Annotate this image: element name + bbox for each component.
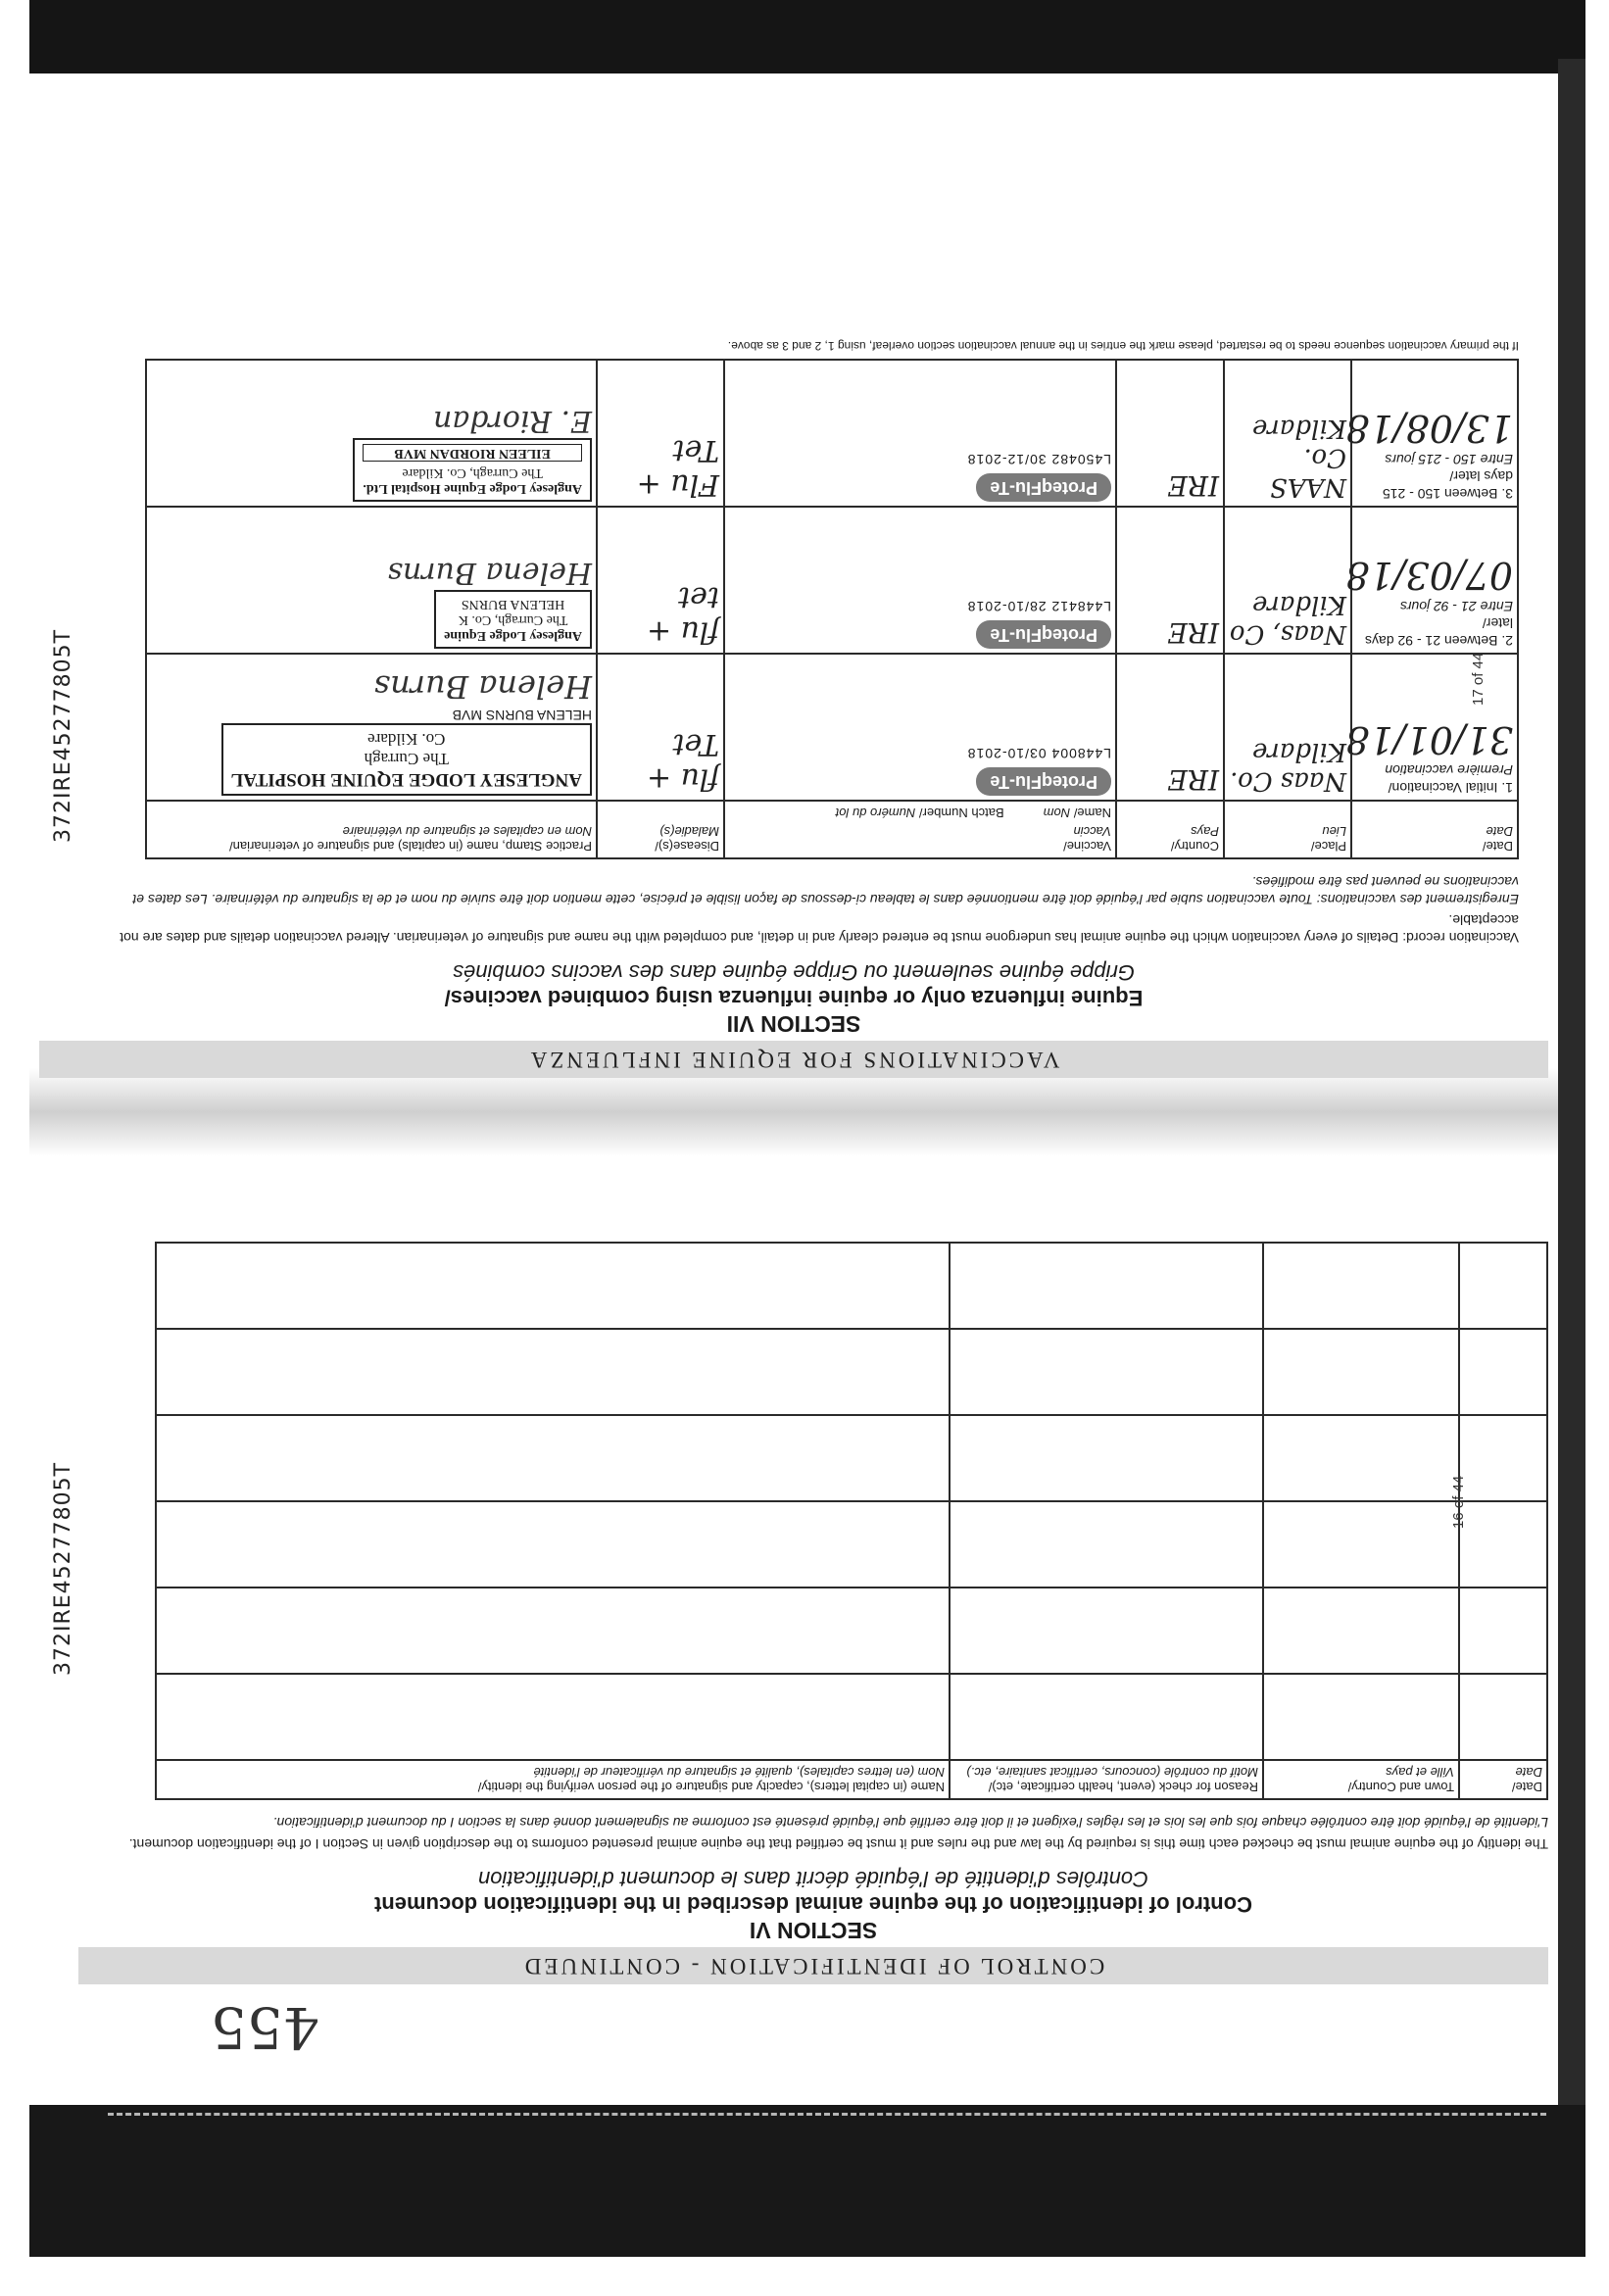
row-interval: 3. Between 150 - 215 days later/ [1382,468,1513,502]
stamp-line-1: Anglesey Lodge Equine Hospital Ltd. [363,481,582,496]
row-interval-fr: Entre 150 - 215 jours [1385,452,1513,467]
vaccination-row [146,654,1518,801]
row-country: IRE [1167,616,1219,649]
vet-signature: Helena Burns [387,556,592,590]
row-interval: 1. Initial Vaccination/ [1388,780,1513,796]
lower-section-subtitle: Control of identification of the equine animal described in the identification document [374,1892,1252,1917]
upper-section-title: SECTION VII [726,1011,861,1037]
vaccination-table [145,359,1519,859]
page-number-upper: 17 of 44 [1470,652,1487,706]
row-disease: flu + tet [646,580,719,649]
header-town: Town and Country/ [1347,1780,1454,1794]
header-name: Name/ [1073,806,1111,820]
serial-number-upper: 372IRE45277805T [51,628,75,843]
header-country: Country/ [1170,839,1219,854]
row-place: NAAS Co. Kildare [1251,414,1346,502]
stamp-line-1: Anglesey Lodge Equine [444,628,582,643]
identification-row [156,1329,1547,1415]
row-disease: Flu + Tet [636,433,719,502]
header-verifier: Name (in capital letters), capacity and signature of the person verifying the identity/ [477,1780,945,1794]
stamp-line-3: Co. Kildare [367,730,446,749]
row-place: Naas, Co Kildare [1229,590,1346,649]
row-place: Naas Co. Kildare [1230,737,1346,796]
vaccine-label-sticker: ProteqFlu-Te [976,620,1111,649]
vet-name: HELENA BURNS [461,597,565,611]
row-country: IRE [1167,763,1219,796]
stamp-line-1: ANGLESEY LODGE EQUINE HOSPITAL [230,769,582,790]
row-country: IRE [1167,469,1219,502]
scan-dark-border-top [29,0,1585,73]
scan-dark-border-bottom [29,2105,1585,2257]
header-vet-fr: Nom en capitales et signature du vétérinaire [342,824,592,839]
vaccination-header-row [146,801,1518,858]
practice-stamp [353,438,592,502]
vaccination-row [146,507,1518,654]
lower-page-band: CONTROL OF IDENTIFICATION - CONTINUED [78,1947,1548,1984]
binding-stitch [108,2113,1546,2116]
identification-row [156,1243,1547,1329]
lower-instructions: The identity of the equine animal must be checked each time this is required by the law and the rules and it must be certified that the equine animal presented conforms to the description given in Section I of the identification document. [128,1836,1548,1852]
vaccine-label-sticker: ProteqFlu-Te [976,767,1111,796]
upper-section-subtitle: Equine influenza only or equine influenza using combined vaccines/ [444,986,1144,1010]
header-reason: Reason for check (event, health certificate, etc)/ [988,1780,1258,1794]
header-vet: Practice Stamp, name (in capitals) and signature of veterinarian/ [229,839,592,854]
identification-row [156,1674,1547,1760]
header-batch-fr: Numéro du lot [835,806,916,820]
vet-name: EILEEN RIORDAN MVB [363,444,582,462]
identification-row [156,1415,1547,1501]
upper-page [39,235,1548,1078]
vaccine-label-sticker: ProteqFlu-Te [976,473,1111,502]
identification-header-row [156,1760,1547,1799]
upper-page-band: VACCINATIONS FOR EQUINE INFLUENZA [39,1041,1548,1078]
row-disease: flu + Tet [646,727,719,796]
header-batch: Batch Number/ [918,806,1004,820]
book-spine-edge [1558,59,1585,2156]
header-date-fr: Date [1486,824,1513,839]
row-date: 13/08/18 [1345,407,1513,451]
serial-number-lower: 372IRE45277805T [51,1461,75,1676]
vet-signature: Helena Burns [373,668,592,707]
header-town-fr: Ville et pays [1386,1765,1454,1780]
header-country-fr: Pays [1191,824,1219,839]
header-reason-fr: Motif du contrôle (concours, certificat sanitaire, etc.) [966,1765,1258,1780]
row-batch: L450482 30/12-2018 [966,452,1111,467]
header-vaccine: Vaccine/ [1063,839,1111,854]
stamp-line-2: The Curragh, Co. K [458,612,568,627]
vet-signature: E. Riordan [433,404,592,438]
header-vaccine-fr: Vaccin [1073,824,1111,839]
row-interval-fr: Première vaccination [1385,762,1513,779]
header-date: Date/ [1482,839,1513,854]
upper-instructions-fr: Enregistrement des vaccinations: Toute vaccination subie par l'équidé doit être mentionnée dans le tableau ci-dessous de façon lisible et précise, cette mention doit être suivie du nom et de la signature du vétérinaire. Les dates et vaccinations ne peuvent pas être modifiées. [132,874,1519,907]
row-date: 31/01/18 [1345,718,1513,761]
upper-footnote: If the primary vaccination sequence needs to be restarted, please mark the entries in the annual vaccination section overleaf, using 1, 2 and 3 as above. [727,339,1519,353]
stamp-line-2: The Curragh [364,750,449,768]
page-number-lower: 16 of 44 [1450,1475,1467,1529]
header-disease: Disease(s)/ [655,839,719,854]
upper-section-subtitle-fr: Grippe équine seulement ou Grippe équine dans des vaccins combinés [453,960,1135,985]
lower-section-title: SECTION VI [749,1918,878,1943]
lower-instructions-fr: L'identité de l'équidé doit être contrôlée chaque fois que les lois et les règles l'exigent et il doit être certifié que l'équidé présenté est conforme au signalement donné dans la section I du document d'identification. [272,1815,1548,1832]
row-interval-fr: Entre 21 - 92 jours [1399,599,1513,614]
header-place-fr: Lieu [1322,824,1346,839]
row-batch: L448004 03/10-2018 [966,746,1111,761]
header-date: Date/ [1511,1780,1542,1794]
vet-name: HELENA BURNS MVB [452,708,592,723]
row-interval: 2. Between 21 - 92 days later/ [1365,615,1513,649]
identification-row [156,1588,1547,1674]
header-place: Place/ [1310,839,1346,854]
handwritten-folio-number: 455 [211,1994,319,2061]
upper-instructions: Vaccination record: Details of every vaccination which the equine animal has undergone must be entered clearly and in detail, and completed with the name and signature of veterinarian. Altered vaccination details and dates are not acceptable. [120,912,1519,946]
header-disease-fr: Maladie(s) [659,824,719,839]
vaccination-row [146,360,1518,507]
header-verifier-fr: Nom (en lettres capitales), qualité et signature du vérificateur de l'identité [533,1765,945,1780]
practice-stamp [221,723,592,796]
lower-page [78,1142,1548,1984]
identification-check-table [155,1242,1548,1800]
row-date: 07/03/18 [1345,554,1513,598]
lower-section-subtitle-fr: Contrôles d'identité de l'équidé décrit dans le document d'identification [477,1867,1149,1891]
header-name-fr: Nom [1043,806,1071,820]
stamp-line-2: The Curragh, Co. Kildare [402,465,543,480]
row-batch: L448412 28/10-2018 [966,599,1111,614]
header-date-fr: Date [1515,1765,1542,1780]
identification-row [156,1501,1547,1588]
practice-stamp [434,590,592,649]
